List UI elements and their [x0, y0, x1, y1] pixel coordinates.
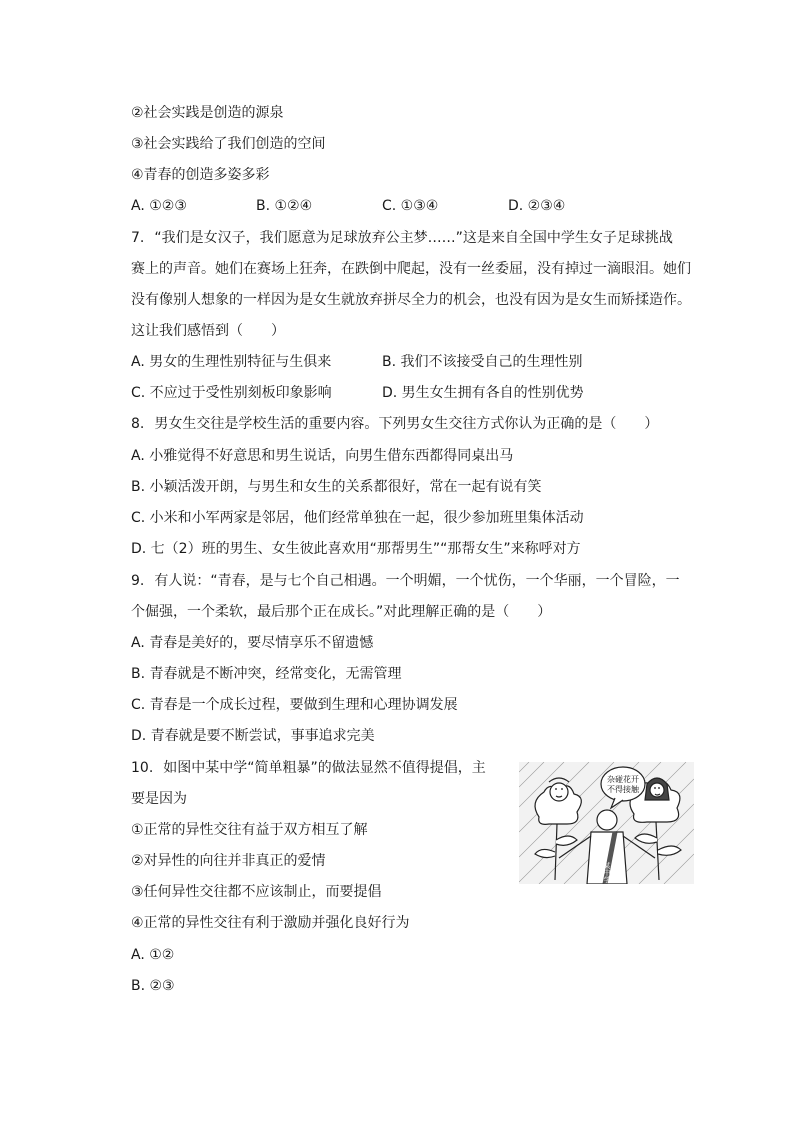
q7-option-d[interactable]: D. 男生女生拥有各自的性别优势 [382, 385, 584, 401]
prev-option-d[interactable]: D. ②③④ [508, 198, 566, 214]
prev-option-c[interactable]: C. ①③④ [382, 198, 439, 214]
q8-option-d[interactable]: D. 七（2）班的男生、女生彼此喜欢用“那帮男生”“那帮女生”来称呼对方 [131, 541, 581, 557]
q9-option-b[interactable]: B. 青春就是不断冲突，经常变化，无需管理 [131, 666, 402, 682]
q8-number: 8. [131, 416, 145, 432]
speech-bubble-line-2: 不得接触 [607, 785, 639, 794]
q10-stem-text-1: 如图中某中学“简单粗暴”的做法显然不值得提倡，主 [163, 760, 486, 776]
q7-option-b[interactable]: B. 我们不该接受自己的生理性别 [382, 354, 583, 370]
q7-stem-line-2: 赛上的声音。她们在赛场上狂奔，在跌倒中爬起，没有一丝委屈，没有掉过一滴眼泪。她们 [131, 261, 691, 277]
q8-stem-text: 男女生交往是学校生活的重要内容。下列男女生交往方式你认为正确的是（ ） [154, 416, 659, 432]
cartoon-sash-text: 某中学 [603, 862, 611, 883]
speech-bubble-line-1: 杂碰花开 [607, 775, 639, 784]
q9-stem-text-1: 有人说：“青春，是与七个自己相遇。一个明媚，一个忧伤，一个华丽，一个冒险，一 [154, 573, 680, 589]
q10-statement-3: ③任何异性交往都不应该制止，而要提倡 [131, 884, 382, 900]
q10-statement-2: ②对异性的向往并非真正的爱情 [131, 853, 326, 869]
q7-stem-line-3: 没有像别人想象的一样因为是女生就放弃拼尽全力的机会，也没有因为是女生而矫揉造作。 [131, 292, 691, 308]
q9-stem-line-1 [131, 571, 680, 591]
statement-3: ③社会实践给了我们创造的空间 [131, 136, 326, 152]
q10-number: 10. [131, 760, 154, 776]
q10-option-b[interactable]: B. ②③ [131, 978, 175, 994]
q8-option-a[interactable]: A. 小雅觉得不好意思和男生说话，向男生借东西都得同桌出马 [131, 448, 514, 464]
q9-option-a[interactable]: A. 青春是美好的，要尽情享乐不留遗憾 [131, 635, 374, 651]
prev-option-b[interactable]: B. ①②④ [256, 198, 313, 214]
prev-option-a[interactable]: A. ①②③ [131, 198, 187, 214]
q10-stem-line-2: 要是因为 [131, 791, 187, 807]
q10-option-a[interactable]: A. ①② [131, 947, 175, 963]
q7-stem-line-1 [131, 228, 673, 248]
q7-option-a[interactable]: A. 男女的生理性别特征与生俱来 [131, 354, 332, 370]
q7-stem-line-4: 这让我们感悟到（ ） [131, 323, 285, 339]
cartoon-illustration [519, 762, 694, 884]
q8-stem-line [131, 414, 658, 434]
q8-option-b[interactable]: B. 小颖活泼开朗，与男生和女生的关系都很好，常在一起有说有笑 [131, 479, 542, 495]
q9-stem-line-2: 个倔强，一个柔软，最后那个正在成长。”对此理解正确的是（ ） [131, 604, 552, 620]
q9-option-d[interactable]: D. 青春就是要不断尝试，事事追求完美 [131, 728, 375, 744]
q10-statement-1: ①正常的异性交往有益于双方相互了解 [131, 822, 368, 838]
q9-option-c[interactable]: C. 青春是一个成长过程，要做到生理和心理协调发展 [131, 697, 458, 713]
statement-4: ④青春的创造多姿多彩 [131, 167, 270, 183]
q7-number: 7. [131, 230, 145, 246]
statement-2: ②社会实践是创造的源泉 [131, 105, 284, 121]
q10-statement-4: ④正常的异性交往有利于激励并强化良好行为 [131, 915, 410, 931]
q8-option-c[interactable]: C. 小米和小军两家是邻居，他们经常单独在一起，很少参加班里集体活动 [131, 510, 584, 526]
q7-stem-text-1: “我们是女汉子，我们愿意为足球放弃公主梦……”这是来自全国中学生女子足球挑战 [154, 230, 673, 246]
q10-stem-line-1 [131, 758, 486, 778]
q7-option-c[interactable]: C. 不应过于受性别刻板印象影响 [131, 385, 332, 401]
q9-number: 9. [131, 573, 145, 589]
